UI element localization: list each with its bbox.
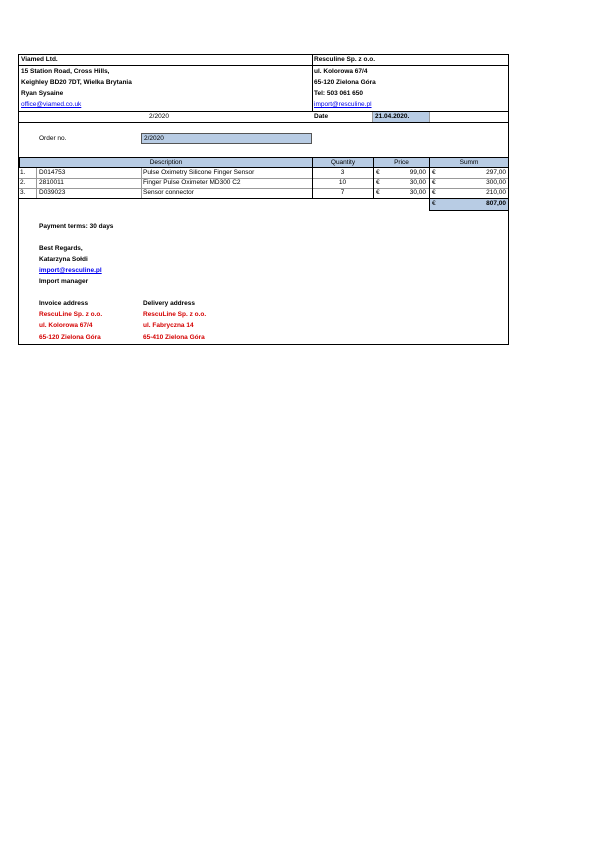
closing-greeting: Best Regards, [39,245,83,252]
row-number: 2. [20,179,26,186]
payment-terms: Payment terms: 30 days [39,223,114,230]
buyer-phone: Tel: 503 061 650 [314,90,364,97]
order-sheet [18,54,509,345]
header-price: Price [373,157,429,168]
buyer-city: 65-120 Zielona Góra [314,79,376,86]
row-sum: 300,00 [486,179,506,186]
row-code: D014753 [39,169,66,176]
row-number: 1. [20,169,26,176]
row-price: 99,00 [409,169,426,176]
currency-symbol: € [432,200,436,207]
total-value: 807,00 [486,200,506,207]
seller-email-link[interactable]: office@viamed.co.uk [21,101,82,108]
row-code: D039023 [39,189,66,196]
buyer-name: Resculine Sp. z o.o. [314,56,376,63]
row-quantity: 3 [340,169,345,176]
buyer-street: ul. Kolorowa 67/4 [314,68,368,75]
divider [19,111,508,112]
header-summ: Summ [429,157,508,168]
invoice-address-label: Invoice address [39,300,89,307]
invoice-address-line: RescuLine Sp. z o.o. [39,311,103,318]
row-price: 30,00 [409,189,426,196]
cell-border [372,112,373,122]
currency-symbol: € [432,189,436,196]
closing-role: Import manager [39,278,89,285]
row-sum: 210,00 [486,189,506,196]
seller-city: Keighley BD20 7DT, Wielka Brytania [21,79,132,86]
delivery-address-label: Delivery address [143,300,196,307]
date-label: Date [314,113,329,120]
row-code: 2810011 [39,179,64,186]
invoice-address-line: 65-120 Zielona Góra [39,334,101,341]
order-no-value: 2/2020 [144,135,164,142]
delivery-address-line: RescuLine Sp. z o.o. [143,311,207,318]
closing-name: Katarzyna Sołdi [39,256,88,263]
row-description: Sensor connector [143,189,194,196]
row-sum: 297,00 [486,169,506,176]
row-description: Pulse Oximetry Silicone Finger Sensor [143,169,255,176]
cell-border [36,168,37,198]
header-quantity: Quantity [312,157,373,168]
buyer-email-link[interactable]: import@resculine.pl [314,101,372,108]
row-price: 30,00 [409,179,426,186]
order-no-label: Order no. [39,135,67,142]
seller-contact: Ryan Sysaine [21,90,64,97]
cell-border [373,168,374,198]
row-quantity: 7 [340,189,345,196]
currency-symbol: € [432,179,436,186]
row-number: 3. [20,189,26,196]
order-no-cell [141,133,312,144]
divider [19,122,508,123]
divider [19,65,508,66]
date-value: 21.04.2020. [375,113,410,120]
header-description: Description [19,157,312,168]
cell-border [429,112,430,122]
row-quantity: 10 [338,179,347,186]
currency-symbol: € [376,189,380,196]
cell-border [141,168,142,198]
delivery-address-line: ul. Fabryczna 14 [143,322,194,329]
seller-name: Viamed Ltd. [21,56,58,63]
row-description: Finger Pulse Oximeter MD300 C2 [143,179,241,186]
seller-street: 15 Station Road, Cross Hills, [21,68,110,75]
delivery-address-line: 65-410 Zielona Góra [143,334,205,341]
cell-border [312,168,313,198]
closing-email-link[interactable]: import@resculine.pl [39,267,102,274]
currency-symbol: € [432,169,436,176]
invoice-address-line: ul. Kolorowa 67/4 [39,322,93,329]
divider [429,210,508,211]
order-ref: 2/2020 [149,113,169,120]
column-divider [312,55,313,112]
currency-symbol: € [376,169,380,176]
currency-symbol: € [376,179,380,186]
